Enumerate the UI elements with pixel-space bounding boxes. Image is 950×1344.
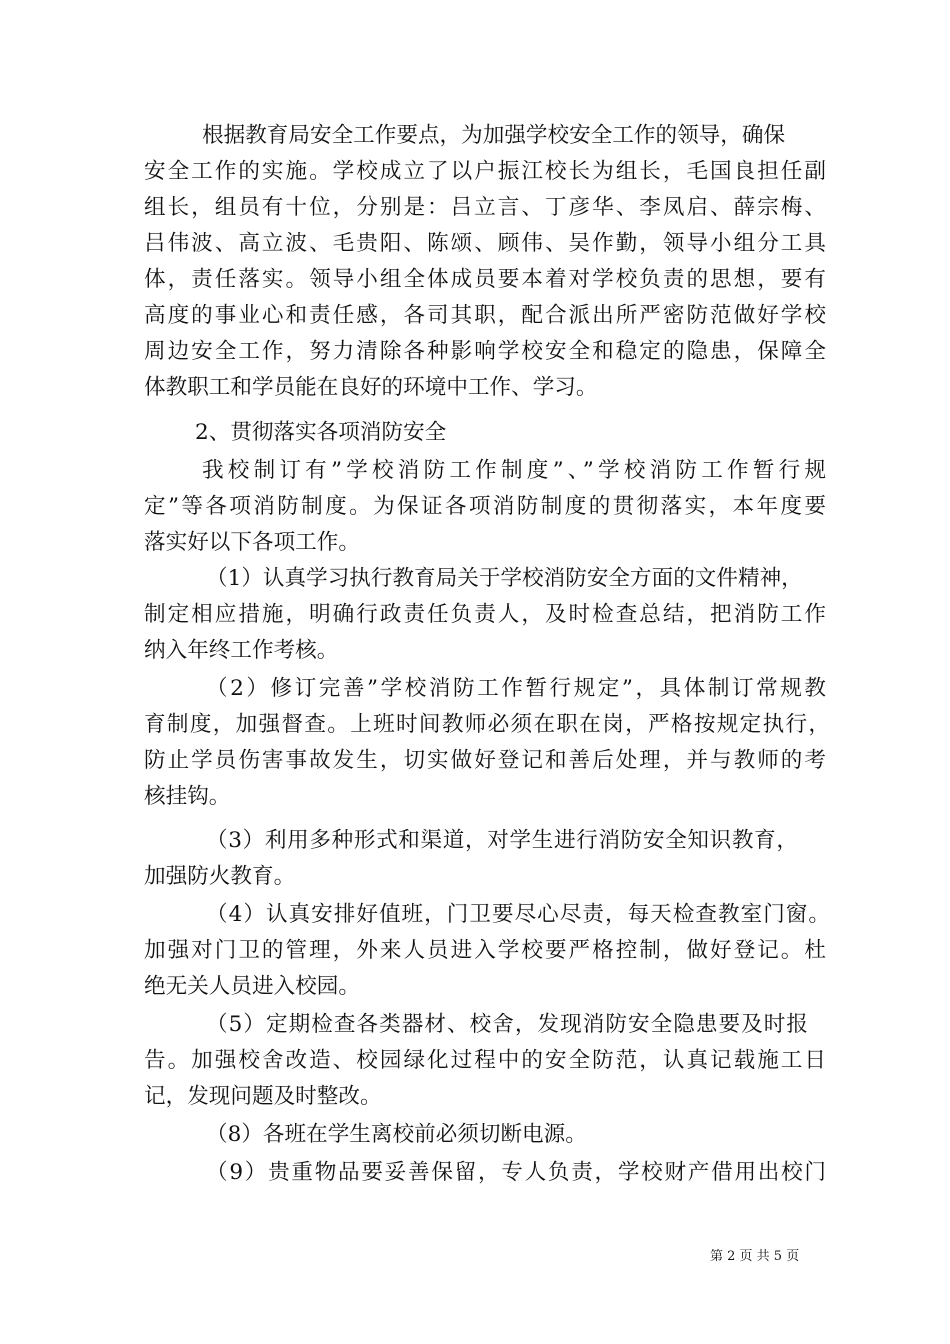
list-item-line: 纳入年终工作考核。 — [144, 638, 339, 663]
list-item-line: 告。加强校舍改造、校园绿化过程中的安全防范，认真记载施工日 — [144, 1048, 826, 1073]
list-item-line: 绝无关人员进入校园。 — [144, 974, 360, 999]
paragraph-line: 周边安全工作，努力清除各种影响学校安全和稳定的隐患，保障全 — [144, 339, 826, 364]
paragraph-line: 体教职工和学员能在良好的环境中工作、学习。 — [144, 375, 598, 400]
list-item-line: 加强对门卫的管理，外来人员进入学校要严格控制，做好登记。杜 — [144, 938, 826, 963]
list-item-line: 记，发现问题及时整改。 — [144, 1084, 382, 1109]
list-item-line: （5）定期检查各类器材、校舍，发现消防安全隐患要及时报 — [206, 1012, 808, 1037]
paragraph-line: 定”等各项消防制度。为保证各项消防制度的贯彻落实，本年度要 — [144, 494, 826, 519]
list-item-line: 制定相应措施，明确行政责任负责人，及时检查总结，把消防工作 — [144, 602, 826, 627]
list-item-line: 育制度，加强督查。上班时间教师必须在职在岗，严格按规定执行， — [144, 712, 830, 737]
list-item-line: （9）贵重物品要妥善保留，专人负责，学校财产借用出校门 — [206, 1160, 826, 1185]
paragraph-line: 根据教育局安全工作要点，为加强学校安全工作的领导，确保 — [202, 123, 786, 148]
list-item-line: 防止学员伤害事故发生，切实做好登记和善后处理，并与教师的考 — [144, 748, 826, 773]
list-item-line: （8）各班在学生离校前必须切断电源。 — [206, 1122, 587, 1147]
list-item-line: （3）利用多种形式和渠道，对学生进行消防安全知识教育， — [206, 828, 798, 853]
paragraph-line: 体，责任落实。领导小组全体成员要本着对学校负责的思想，要有 — [144, 267, 826, 292]
paragraph-line: 我校制订有”学校消防工作制度”、”学校消防工作暂行规 — [202, 458, 826, 483]
list-item-line: （2）修订完善”学校消防工作暂行规定”，具体制订常规教 — [206, 676, 826, 701]
list-item-line: （4）认真安排好值班，门卫要尽心尽责，每天检查教室门窗。 — [206, 902, 830, 927]
page-number: 第 2 页 共 5 页 — [710, 1249, 800, 1264]
paragraph-line: 组长，组员有十位，分别是：吕立言、丁彦华、李凤启、薛宗梅、 — [144, 195, 826, 220]
paragraph-line: 吕伟波、高立波、毛贵阳、陈颂、顾伟、吴作勤，领导小组分工具 — [144, 231, 826, 256]
list-item-line: 加强防火教育。 — [144, 864, 296, 889]
paragraph-line: 落实好以下各项工作。 — [144, 530, 360, 555]
paragraph-line: 安全工作的实施。学校成立了以户振江校长为组长，毛国良担任副 — [144, 159, 826, 184]
list-item-line: （1）认真学习执行教育局关于学校消防安全方面的文件精神， — [206, 566, 803, 591]
paragraph-line: 高度的事业心和责任感，各司其职，配合派出所严密防范做好学校 — [144, 303, 826, 328]
list-item-line: 核挂钩。 — [144, 784, 231, 809]
section-heading: 2、贯彻落实各项消防安全 — [195, 420, 447, 445]
